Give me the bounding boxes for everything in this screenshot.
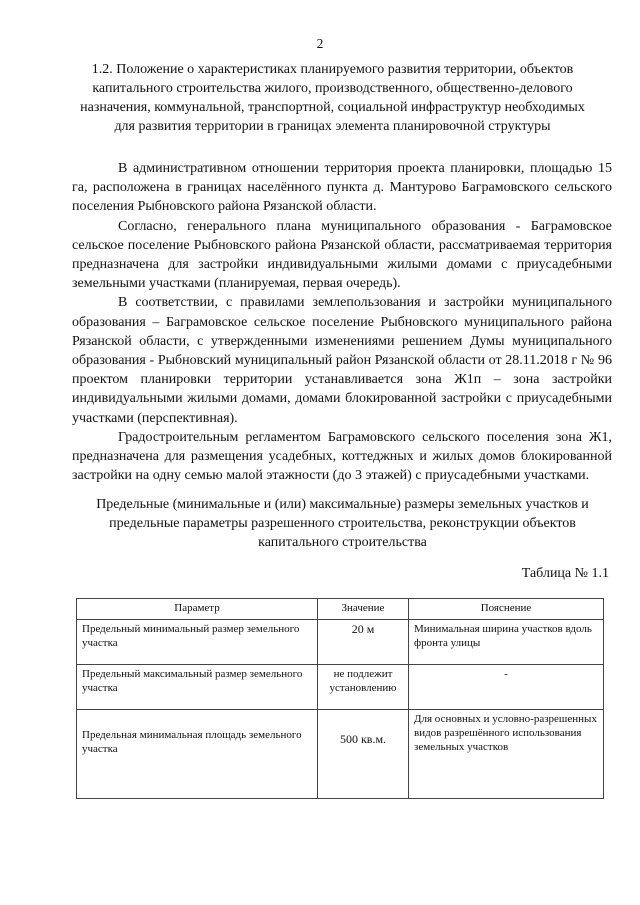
paragraph-urban-regulation: Градостроительным регламентом Баграмовского сельского поселения зона Ж1, предназначена для размещения усадебных, коттеджных и жилых домов блокированной застройки на одну семью малой этажности (до 3 этажей) с приусадебными участками. <box>72 429 612 484</box>
cell-param: Предельный максимальный размер земельного участка <box>77 665 318 710</box>
body-text <box>72 159 612 485</box>
header-note: Пояснение <box>409 599 604 620</box>
section-heading: 1.2. Положение о характеристиках планируемого развития территории, объектов капитального строительства жилого, производственного, общественно-делового назначения, коммунальной, транспортной, социальной инфраструктур необходимых для развития территории в границах элемента планировочной структуры <box>80 62 585 134</box>
parameters-table <box>76 598 604 799</box>
cell-value: 20 м <box>318 620 409 665</box>
table-header-row <box>77 599 604 620</box>
table-title: Предельные (минимальные и (или) максимальные) размеры земельных участков и предельные параметры разрешенного строительства, реконструкции объектов капитального строительства <box>96 497 589 550</box>
cell-note: - <box>409 665 604 710</box>
cell-note: Для основных и условно-разрешенных видов разрешённого использования земельных участков <box>409 710 604 799</box>
paragraph-zoning-rules: В соответствии, с правилами землепользования и застройки муниципального образования – Баграмовское сельское поселение Рыбновского муниципального района Рязанской области, с утвержденными изменениями решением Думы муниципального образования - Рыбновский муниципальный район Рязанской области от 28.11.2018 г № 96 проектом планировки территории устанавливается зона Ж1п – зона застройки индивидуальными жилыми домами, домами блокированной застройки с приусадебными участками (перспективная). <box>72 295 612 426</box>
table-row <box>77 665 604 710</box>
header-parameter: Параметр <box>77 599 318 620</box>
table-label: Таблица № 1.1 <box>521 566 609 581</box>
cell-param: Предельная минимальная площадь земельного участка <box>77 710 318 799</box>
cell-param: Предельный минимальный размер земельного участка <box>77 620 318 665</box>
page-number: 2 <box>316 36 324 51</box>
cell-note: Минимальная ширина участков вдоль фронта улицы <box>409 620 604 665</box>
paragraph-general-plan: Согласно, генерального плана муниципального образования - Баграмовское сельское поселение Рыбновского района Рязанской области, рассматриваемая территория предназначена для застройки индивидуальными жилыми домами с приусадебными земельными участками (планируемая, первая очередь). <box>72 218 612 292</box>
paragraph-location: В административном отношении территория проекта планировки, площадью 15 га, расположена в границах населённого пункта д. Мантурово Баграмовского сельского поселения Рыбновского района Рязанской области. <box>72 161 612 215</box>
table-row <box>77 620 604 665</box>
cell-value: 500 кв.м. <box>318 710 409 799</box>
table-row <box>77 710 604 799</box>
header-value: Значение <box>318 599 409 620</box>
cell-value: не подлежит установлению <box>318 665 409 710</box>
